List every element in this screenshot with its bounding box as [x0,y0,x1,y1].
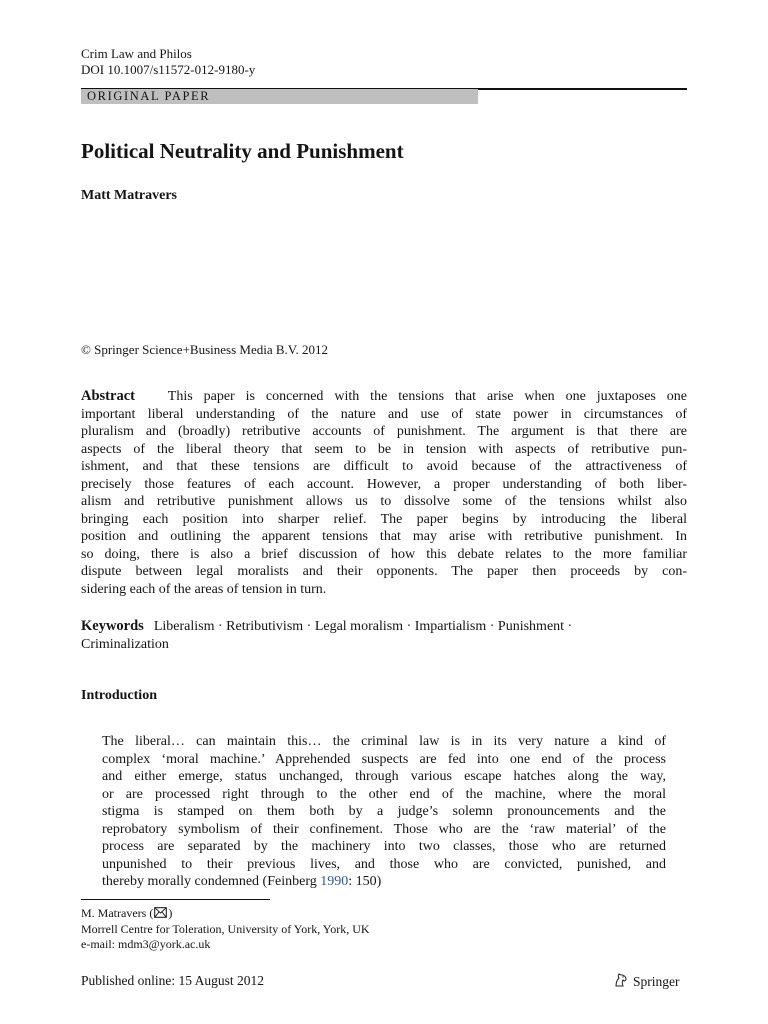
quote-line-last: thereby morally condemned (Feinberg 1990: 150) [102,874,382,889]
abstract [81,388,687,598]
publisher-logo [613,972,680,992]
author-footnote [81,906,370,952]
abstract-line: ishment, and that these tensions are difficult to avoid because of the attractiveness of [81,459,687,474]
article-author: Matt Matravers [81,188,178,203]
doi[interactable]: DOI 10.1007/s11572-012-9180-y [81,62,256,77]
quote-line: reprobatory symbolism of their confinement. Those who are the ‘raw material’ of the [102,821,666,837]
block-quote [102,733,666,891]
abstract-line: pluralism and (broadly) retributive accounts of punishment. The argument is that there are [81,424,687,439]
section-heading-introduction: Introduction [81,688,157,703]
quote-line: process are separated by the machinery into two classes, those who are returned [102,839,666,854]
abstract-label: Abstract [81,388,135,404]
abstract-line: bringing each position into sharper relief. The paper begins by introducing the liberal [81,511,687,527]
keywords-line-2: Criminalization [81,636,169,652]
published-date: Published online: 15 August 2012 [81,973,265,988]
citation-link[interactable]: 1990 [320,874,349,889]
article-title: Political Neutrality and Punishment [81,139,404,163]
abstract-line: precisely those features of each account. However, a proper understanding of both liber- [81,476,687,492]
quote-line: unpunished to their previous lives, and those who are convicted, punished, and [102,856,666,872]
keywords-line-1: Keywords Liberalism · Retributivism · Legal moralism · Impartialism · Punishment · [81,618,573,634]
abstract-line: dispute between legal moralists and their opponents. The paper then proceeds by con- [81,564,687,579]
quote-line: complex ‘moral machine.’ Apprehended suspects are fed into one end of the process [102,751,666,767]
footnote-author-line: M. Matravers ( ) [81,906,173,920]
journal-header [81,46,255,78]
quote-line: or are processed right through to the other end of the machine, where the moral [102,786,666,802]
copyright-notice: © Springer Science+Business Media B.V. 2012 [81,342,328,357]
publisher-name: Springer [633,974,680,989]
quote-line: and either emerge, status unchanged, through various escape hatches along the way, [102,769,666,784]
footnote-affiliation: Morrell Centre for Toleration, University of York, York, UK [81,922,370,936]
abstract-line: important liberal understanding of the nature and use of state power in circumstances of [81,406,687,422]
springer-horse-icon [613,972,629,992]
quote-line: The liberal… can maintain this… the criminal law is in its very nature a kind of [102,734,666,749]
keywords [81,618,687,653]
abstract-line-1: Abstract This paper is concerned with the tensions that arise when one juxtaposes one [81,388,688,404]
quote-line: stigma is stamped on them both by a judge’s solemn pronouncements and the [102,804,666,819]
footnote-email[interactable]: e-mail: mdm3@york.ac.uk [81,937,211,951]
section-label: ORIGINAL PAPER [87,89,211,103]
abstract-line: alism and retributive punishment allows us to dissolve some of the tensions whilst also [81,494,687,509]
envelope-icon[interactable] [154,907,167,922]
abstract-line: aspects of the liberal theory that seem to be in tension with aspects of retributive pun- [81,441,687,457]
abstract-line: position and outlining the apparent tensions that may arise with retributive punishment. In [81,529,687,544]
abstract-line: so doing, there is also a brief discussion of how this debate relates to the more familiar [81,546,687,562]
abstract-line: sidering each of the areas of tension in turn. [81,581,327,597]
journal-name: Crim Law and Philos [81,46,192,61]
footnote-rule [81,899,270,900]
keywords-label: Keywords [81,618,144,634]
